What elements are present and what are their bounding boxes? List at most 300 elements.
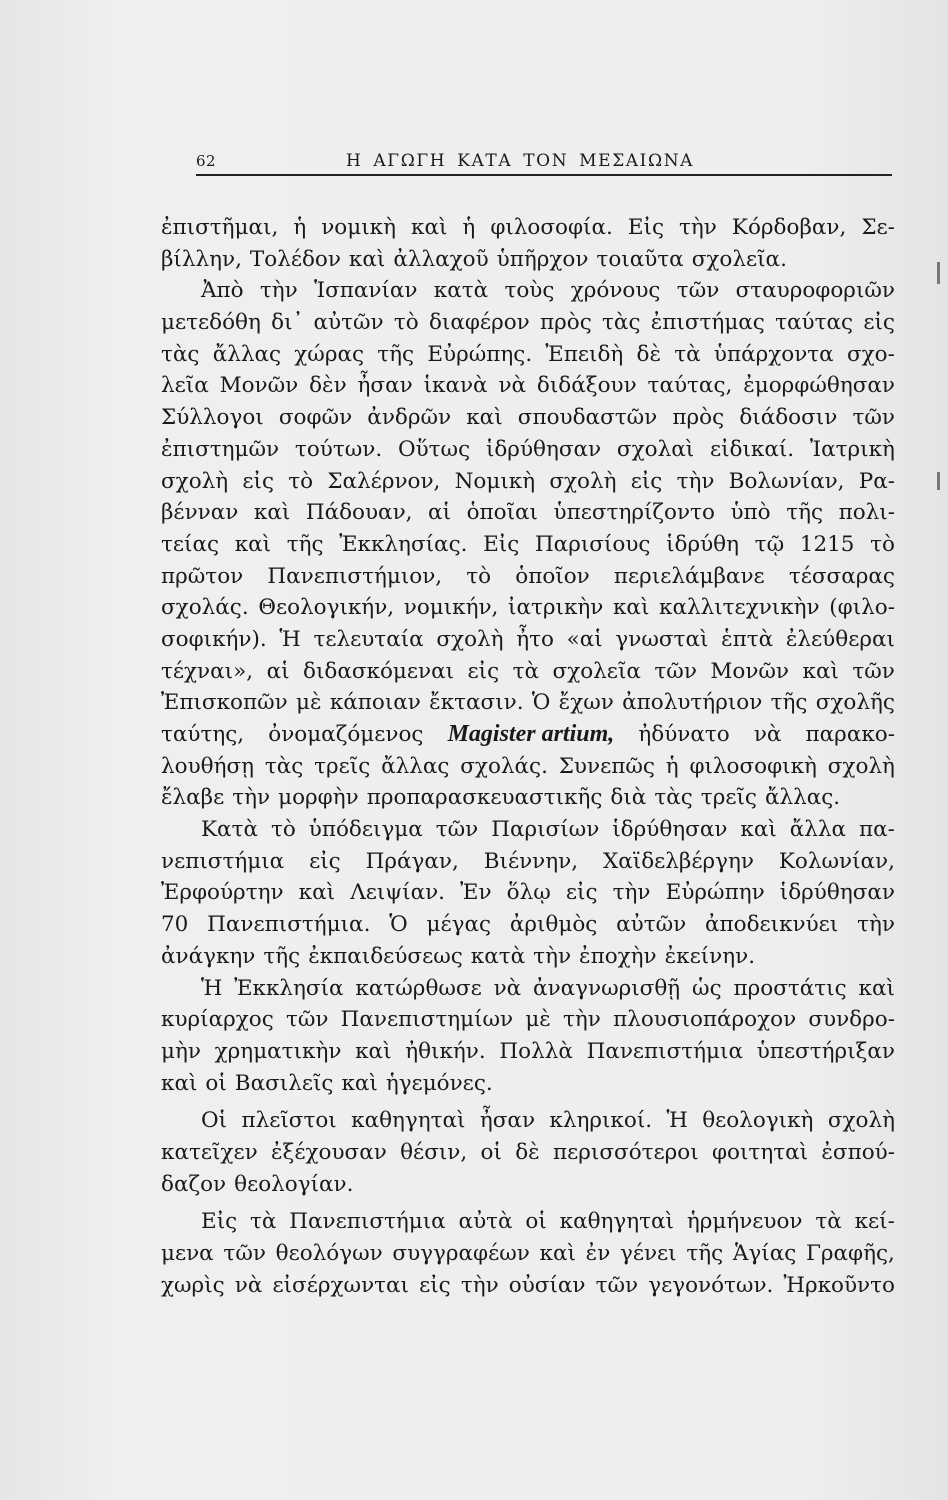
word: κατεῖχεν xyxy=(161,1139,258,1165)
word: «αἱ xyxy=(566,626,603,652)
word: ἀναγνωρισθῇ xyxy=(533,975,681,1001)
word: ἐπιστήμας xyxy=(650,310,765,336)
word: εἰδικαί. xyxy=(709,436,795,462)
word: ἐν xyxy=(585,1241,611,1266)
word: διὰ xyxy=(610,785,647,811)
word: ἔλαβε xyxy=(161,785,225,811)
word: τελευταία xyxy=(313,626,424,652)
word: Οὕτως xyxy=(397,436,471,462)
word: Οἱ xyxy=(201,1108,228,1134)
word: λεῖα xyxy=(161,373,209,399)
word: ἐμορφώθησαν xyxy=(743,373,895,399)
word: τὸ xyxy=(270,817,296,843)
word: τὸ xyxy=(466,563,492,589)
word: τέχναι», xyxy=(161,658,254,684)
word: ἱδρύθησαν xyxy=(779,880,895,906)
text-line xyxy=(161,244,895,276)
word: ἀνάγκην xyxy=(161,943,256,969)
word: Μονῶν xyxy=(219,373,299,399)
word: τὴν xyxy=(679,215,717,240)
word: νὰ xyxy=(498,373,527,399)
text-line xyxy=(161,1068,895,1100)
word: Πανεπιστήμια. xyxy=(207,912,371,938)
word: τῶν xyxy=(654,658,697,684)
word: καὶ xyxy=(161,1070,198,1096)
word: καὶ xyxy=(298,880,336,906)
word: σχολεῖα. xyxy=(691,246,787,272)
word: λουθήσῃ xyxy=(161,753,255,779)
word: τῶν xyxy=(285,1007,329,1033)
word: 70 xyxy=(161,912,189,938)
word: Ἰατρικὴ xyxy=(809,436,895,462)
word: θεολογίαν. xyxy=(234,1171,354,1197)
word: ὁποῖον xyxy=(515,563,590,589)
word: τὴν xyxy=(533,943,572,969)
word: αὐτῶν xyxy=(616,912,687,938)
word: μέγας xyxy=(426,912,492,938)
word: Πανεπιστήμιον, xyxy=(267,563,443,589)
word: ταύτας xyxy=(775,310,854,336)
word: Ἠρκοῦντο xyxy=(783,1272,895,1298)
word: πολι- xyxy=(838,500,895,526)
word: δὲ xyxy=(515,1139,540,1165)
word: Πανεπιστήμια xyxy=(586,1038,743,1064)
word: τῶν xyxy=(852,405,895,431)
word: σχολαὶ xyxy=(616,436,695,462)
word: καθηγηταὶ xyxy=(351,1108,466,1134)
word: κάποιαν xyxy=(329,690,421,716)
word: Εἰς xyxy=(627,215,665,240)
word: ἀπολυτήριον xyxy=(622,690,763,716)
word: τῆς xyxy=(377,341,415,367)
word: θεολόγων xyxy=(275,1241,383,1266)
word: τῆς xyxy=(786,500,824,526)
text-line xyxy=(161,561,895,593)
text-line xyxy=(161,656,895,688)
word: χρόνους xyxy=(570,278,661,304)
text-line xyxy=(161,1137,895,1169)
word: ὑπεστήριξαν xyxy=(756,1038,895,1064)
word: πλεῖστοι xyxy=(241,1108,337,1134)
word: εἰς xyxy=(565,880,598,906)
word: ἐπιστημῶν xyxy=(161,436,280,462)
word: ὑπόδειγμα xyxy=(308,817,423,843)
word: καὶ xyxy=(539,1241,576,1266)
word: θέσιν, xyxy=(400,1139,468,1165)
text-line xyxy=(161,434,895,466)
word: διαφέρον xyxy=(428,310,530,336)
word: Σαλέρνον, xyxy=(327,468,441,494)
word: ὑπεστηρίζοντο xyxy=(553,500,715,526)
text-line xyxy=(161,212,895,244)
word: οἱ xyxy=(480,1139,502,1165)
word: γνωσταὶ xyxy=(615,626,709,652)
text-line xyxy=(161,846,895,878)
word: εἰς xyxy=(419,1272,451,1298)
word: μενα xyxy=(161,1241,214,1266)
word: τρεῖς xyxy=(700,785,757,811)
text-line xyxy=(161,1004,895,1036)
word: ἀποδεικνύει xyxy=(705,912,839,938)
word: φοιτηταὶ xyxy=(712,1139,809,1165)
word: Πράγαν, xyxy=(365,848,459,874)
word: ὀνομαζόμενος xyxy=(268,722,424,747)
word: (φιλο- xyxy=(829,595,895,621)
word: κεί- xyxy=(854,1209,895,1235)
body-text xyxy=(161,212,895,1301)
word: Σε- xyxy=(861,215,895,240)
text-line xyxy=(161,497,895,529)
word: Ἐκκλησίας. xyxy=(339,531,468,557)
word: οἱ xyxy=(205,1070,227,1096)
word: τούτων. xyxy=(294,436,383,462)
word: τὴν xyxy=(259,278,298,304)
word: τῆς xyxy=(770,690,808,716)
word: πρὸς xyxy=(672,405,725,431)
word: διδάξουν xyxy=(536,373,637,399)
word: ἄλλα xyxy=(789,817,847,843)
word: ταύτης, xyxy=(161,722,245,747)
word: σχολεῖα xyxy=(552,658,641,684)
text-line xyxy=(161,909,895,941)
word: τῆς xyxy=(686,1241,724,1266)
word: δαζον xyxy=(161,1171,227,1197)
word: τὰς xyxy=(654,785,693,811)
word: Ἱσπανίαν xyxy=(314,278,418,304)
word: ἱκανὰ xyxy=(423,373,488,399)
word: τὴν xyxy=(612,880,651,906)
word: τὴν xyxy=(676,468,715,494)
word: Ἐπισκοπῶν xyxy=(161,690,288,716)
word: φιλοσοφία. xyxy=(490,215,613,240)
word: γεγονότων. xyxy=(648,1272,774,1298)
word: φιλοσοφικὴ xyxy=(689,753,817,779)
text-line xyxy=(161,370,895,402)
word: οὐσίαν xyxy=(508,1272,586,1298)
word: Πανεπιστήμια xyxy=(289,1209,446,1235)
word: χώρας xyxy=(294,341,365,367)
word: βένναν xyxy=(161,500,239,526)
word: προπαρασκευαστικῆς xyxy=(366,785,603,811)
running-title: Η ΑΓΩΓΗ ΚΑΤΑ ΤΟΝ ΜΕΣΑΙΩΝΑ xyxy=(346,151,695,171)
word: τὰ xyxy=(250,1209,277,1235)
word: προστάτις xyxy=(733,975,847,1001)
word: ἀλλαχοῦ xyxy=(393,246,489,272)
word: Ἀπὸ xyxy=(201,278,244,304)
text-line xyxy=(161,751,895,783)
word: περιελάμβανε xyxy=(613,563,765,589)
word: Βασιλεῖς xyxy=(234,1070,334,1096)
word: εἰς xyxy=(863,310,895,336)
word: ἱδρύθησαν xyxy=(485,436,602,462)
text-line xyxy=(161,941,895,973)
word: κυρίαρχος xyxy=(161,1007,274,1033)
word: ἡ xyxy=(665,753,679,779)
word: τὴν xyxy=(232,785,271,811)
word: τὸ xyxy=(870,531,895,557)
word: Ὁ xyxy=(531,690,551,716)
word: Νομικὴ xyxy=(454,468,536,494)
word: καὶ xyxy=(802,658,839,684)
word: Χαϊδελβέργην xyxy=(602,848,754,874)
word: θεολογικὴ xyxy=(702,1108,814,1134)
word: ἦτο xyxy=(516,626,554,652)
word: τῶν xyxy=(595,1272,639,1298)
word: δι᾿ xyxy=(271,310,304,336)
word: Βιέννην, xyxy=(483,848,579,874)
word: Ἐπειδὴ xyxy=(545,341,624,367)
word: τῆς xyxy=(263,943,301,969)
word: νὰ xyxy=(753,722,782,747)
word: ἡγεμόνες. xyxy=(385,1070,493,1096)
word: Λειψίαν. xyxy=(350,880,445,906)
word: ὑπὸ xyxy=(730,500,771,526)
word: κατὰ xyxy=(470,943,526,969)
word: ἡ xyxy=(293,215,307,240)
word: καλλιτεχνικὴν xyxy=(659,595,820,621)
word: κατὰ xyxy=(433,278,489,304)
text-line xyxy=(161,339,895,371)
text-line xyxy=(161,402,895,434)
word: συνδρο- xyxy=(808,1007,895,1033)
word: Παρισίους xyxy=(534,531,651,557)
word: νὰ xyxy=(493,975,522,1001)
word: χρηματικὴν xyxy=(214,1038,342,1064)
word: Ρα- xyxy=(858,468,895,494)
word: νὰ xyxy=(234,1272,263,1298)
word: τὴν xyxy=(563,1007,601,1033)
word: Πανεπιστημίων xyxy=(340,1007,514,1033)
word: πρῶτον xyxy=(161,563,244,589)
word: δὲν xyxy=(309,373,347,399)
page-edge-mark xyxy=(937,472,940,490)
word: περισσότεροι xyxy=(553,1139,699,1165)
word: καὶ xyxy=(355,1038,392,1064)
word: ἱδρύθησαν xyxy=(612,817,728,843)
word: Μονῶν xyxy=(710,658,790,684)
word: ἦσαν xyxy=(357,373,413,399)
word: Γραφῆς, xyxy=(805,1241,895,1266)
word: πα- xyxy=(859,817,895,843)
word: ἐσπού- xyxy=(821,1139,895,1165)
word: ἠθικήν. xyxy=(405,1038,486,1064)
word: Ἡ xyxy=(279,626,301,652)
word: Εὐρώπης. xyxy=(427,341,533,367)
word: εἰσέρχωνται xyxy=(272,1272,409,1298)
word: μετεδόθη xyxy=(161,310,261,336)
word: ἠδύνατο xyxy=(638,722,730,747)
word: εἰς xyxy=(242,468,275,494)
word: σχολῆς xyxy=(815,690,895,716)
word: Κατὰ xyxy=(201,817,258,843)
word: τῶν xyxy=(852,658,895,684)
word: τρεῖς xyxy=(314,753,371,779)
word: τῶν xyxy=(223,1241,266,1266)
word: ἄλλας xyxy=(212,341,282,367)
word: σχολὴ xyxy=(161,468,229,494)
word: ἰατρικὴν xyxy=(508,595,604,621)
word: σχολὴ xyxy=(549,468,617,494)
word: αἱ xyxy=(428,500,451,526)
word: τοιαῦτα xyxy=(596,246,684,272)
word: συγγραφέων xyxy=(392,1241,530,1266)
word: πρὸς xyxy=(540,310,592,336)
word: τὰς xyxy=(602,310,641,336)
word: αἱ xyxy=(266,658,290,684)
word: ὑπῆρχον xyxy=(496,246,589,272)
word: σχολάς. xyxy=(161,595,249,621)
text-line xyxy=(161,275,895,307)
word: ταύτας, xyxy=(647,373,733,399)
text-line xyxy=(161,592,895,624)
word: Ἁγίας xyxy=(732,1241,797,1266)
word: σχο- xyxy=(846,341,895,367)
word: καὶ xyxy=(740,817,777,843)
word: Εἰς xyxy=(483,531,520,557)
word: νομικὴ xyxy=(321,215,396,240)
text-line xyxy=(161,1105,895,1137)
word: Εἰς xyxy=(201,1209,238,1235)
text-line xyxy=(161,1270,895,1302)
text-line xyxy=(161,529,895,561)
word: μὴν xyxy=(161,1038,201,1064)
word: καὶ xyxy=(234,531,272,557)
word: καὶ xyxy=(253,500,291,526)
text-line xyxy=(161,1238,895,1270)
word: ἐκπαιδεύσεως xyxy=(308,943,463,969)
word: τὰ xyxy=(512,658,540,684)
word: τὰς xyxy=(264,753,304,779)
word: ἔκτασιν. xyxy=(429,690,524,716)
word: τὴν xyxy=(460,1272,499,1298)
word: Ἐρφούρτην xyxy=(161,880,284,906)
word: ἐξέχουσαν xyxy=(270,1139,387,1165)
word: πλουσιοπάροχον xyxy=(613,1007,797,1033)
text-line xyxy=(161,307,895,339)
word: ὁποῖαι xyxy=(466,500,538,526)
page-edge-mark xyxy=(937,262,940,284)
word: χωρὶς xyxy=(161,1272,225,1298)
text-line xyxy=(161,466,895,498)
word: καὶ xyxy=(612,595,650,621)
word: οἱ xyxy=(525,1209,547,1235)
word: Ἐκκλησία xyxy=(234,975,344,1001)
word: σχολὴ xyxy=(436,626,504,652)
word: Πολλὰ xyxy=(499,1038,573,1064)
word: ἄλλας xyxy=(381,753,450,779)
word: Συνεπῶς xyxy=(558,753,655,779)
word: σχολάς. xyxy=(460,753,548,779)
word: Ἡ xyxy=(666,1108,688,1134)
word: ἔχων xyxy=(558,690,614,716)
word: γένει xyxy=(619,1241,677,1266)
word: Ὁ xyxy=(389,912,408,938)
word: κατώρθωσε xyxy=(355,975,482,1001)
word: ὅλῳ xyxy=(506,880,551,906)
word: ἀριθμὸς xyxy=(509,912,598,938)
word: νομικήν, xyxy=(403,595,499,621)
word: ἀνδρῶν xyxy=(367,405,452,431)
word: εἰς xyxy=(467,658,500,684)
word: σταυροφοριῶν xyxy=(735,278,895,304)
word: νεπιστήμια xyxy=(161,848,285,874)
word: τῆς xyxy=(286,531,324,557)
word: ὑπάρχοντα xyxy=(713,341,834,367)
word: σπουδαστῶν xyxy=(517,405,658,431)
word: Βολωνίαν, xyxy=(728,468,845,494)
word: τὰ xyxy=(674,341,701,367)
word: ἱδρύθη xyxy=(666,531,740,557)
word: διδασκόμεναι xyxy=(303,658,455,684)
word: δὲ xyxy=(636,341,661,367)
text-line xyxy=(161,1169,895,1201)
word: εἰς xyxy=(630,468,663,494)
word: τέσσαρας xyxy=(788,563,895,589)
text-line xyxy=(161,973,895,1005)
word: ὡς xyxy=(692,975,722,1001)
word: Τολέδον xyxy=(249,246,341,272)
word: ἑπτὰ xyxy=(721,626,774,652)
word: καὶ xyxy=(341,1070,378,1096)
word: μὲ xyxy=(296,690,322,716)
text-line xyxy=(161,1036,895,1068)
word: καὶ xyxy=(858,975,895,1001)
text-line xyxy=(161,814,895,846)
word: τῶν xyxy=(435,817,479,843)
word: ἐλεύθεραι xyxy=(785,626,895,652)
word: τείας xyxy=(161,531,220,557)
page-number: 62 xyxy=(196,152,217,170)
word: Πάδουαν, xyxy=(305,500,413,526)
text-line xyxy=(161,877,895,909)
word: 1215 xyxy=(799,531,855,557)
word: εἰς xyxy=(309,848,341,874)
word: διάδοσιν xyxy=(739,405,838,431)
word: σχολὴ xyxy=(827,753,895,779)
word: ἐποχὴν xyxy=(579,943,657,969)
text-line xyxy=(161,719,895,751)
word: ἦσαν xyxy=(479,1108,536,1134)
word: Κολωνίαν, xyxy=(778,848,895,874)
text-line xyxy=(161,782,895,814)
word: αὐτὰ xyxy=(458,1209,513,1235)
word: τὰς xyxy=(161,341,200,367)
word: Σύλλογοι xyxy=(161,405,264,431)
word: μορφὴν xyxy=(278,785,359,811)
word: σοφῶν xyxy=(278,405,353,431)
word: σοφικήν). xyxy=(161,626,267,652)
word: ἡρμήνευον xyxy=(686,1209,803,1235)
page-header xyxy=(196,150,892,176)
word: τὸ xyxy=(393,310,419,336)
word: Παρισίων xyxy=(491,817,600,843)
word: ἄλλας. xyxy=(764,785,841,811)
word: τὰ xyxy=(815,1209,842,1235)
word: καὶ xyxy=(466,405,503,431)
word: τὴν xyxy=(857,912,895,938)
word: καὶ xyxy=(411,215,448,240)
word: Κόρδοβαν, xyxy=(731,215,847,240)
word: παρακο- xyxy=(805,722,895,747)
word: βίλλην, xyxy=(161,246,242,272)
word: Εὐρώπην xyxy=(665,880,765,906)
word: τὸ xyxy=(288,468,314,494)
word: τῷ xyxy=(754,531,785,557)
word: ἡ xyxy=(462,215,476,240)
word: αὐτῶν xyxy=(313,310,384,336)
word: κληρικοί. xyxy=(549,1108,653,1134)
word: Ἡ xyxy=(201,975,223,1001)
